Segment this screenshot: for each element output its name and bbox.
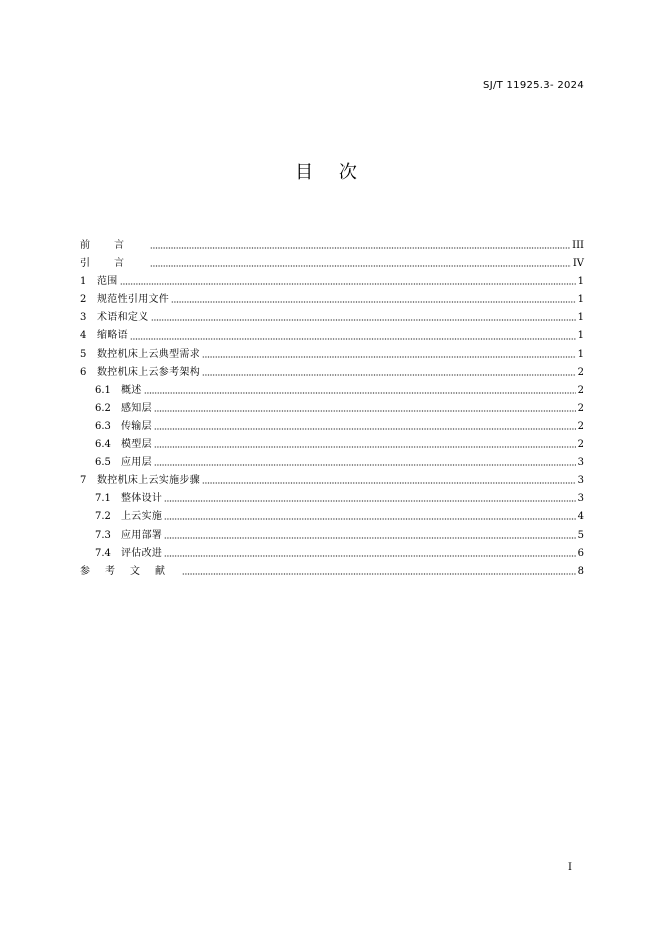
toc-entry-label: 整体设计: [121, 493, 163, 505]
toc-entry[interactable]: [80, 527, 584, 545]
toc-entry[interactable]: [80, 291, 584, 309]
toc-dot-leader: [144, 392, 576, 394]
toc-entry-page: 2: [577, 439, 584, 451]
table-of-contents: [80, 237, 584, 581]
toc-entry-label: 上云实施: [121, 511, 163, 523]
toc-entry-label: 前言: [80, 240, 148, 251]
toc-entry-label: 参考文献: [80, 565, 180, 577]
toc-entry-label: 规范性引用文件: [97, 294, 170, 306]
toc-entry-label: 传输层: [121, 420, 152, 432]
toc-entry[interactable]: [80, 454, 584, 472]
toc-entry-number: 7: [80, 475, 87, 487]
toc-entry[interactable]: [80, 508, 584, 526]
toc-dot-leader: [154, 410, 576, 412]
toc-entry[interactable]: [80, 255, 584, 273]
toc-entry-number: 7.2: [95, 511, 111, 523]
toc-entry-label: 范围: [97, 276, 118, 288]
toc-entry-page: 3: [577, 475, 584, 487]
toc-entry-number: 6.1: [95, 384, 111, 396]
toc-entry-label: 概述: [121, 384, 142, 396]
toc-entry-page: 2: [577, 420, 584, 432]
toc-entry[interactable]: [80, 327, 584, 345]
standard-code: SJ/T 11925.3- 2024: [483, 80, 584, 91]
toc-dot-leader: [130, 338, 576, 340]
toc-entry-label: 模型层: [121, 439, 152, 451]
toc-dot-leader: [202, 374, 576, 376]
toc-entry[interactable]: [80, 436, 584, 454]
toc-entry[interactable]: [80, 545, 584, 563]
toc-entry-page: 1: [577, 276, 584, 288]
toc-entry-label: 术语和定义: [97, 312, 149, 324]
toc-entry[interactable]: [80, 563, 584, 581]
toc-entry-page: 8: [577, 565, 584, 577]
toc-entry-label: 数控机床上云典型需求: [97, 348, 200, 360]
toc-entry-number: 5: [80, 348, 87, 360]
toc-entry-number: 7.3: [95, 529, 111, 541]
toc-dot-leader: [202, 356, 576, 358]
toc-entry-number: 7.1: [95, 493, 111, 505]
toc-entry-number: 4: [80, 330, 87, 342]
toc-entry[interactable]: [80, 418, 584, 436]
toc-entry-page: 1: [577, 294, 584, 306]
toc-entry-page: IV: [572, 258, 584, 270]
toc-entry-label: 缩略语: [97, 330, 128, 342]
toc-entry[interactable]: [80, 382, 584, 400]
toc-entry-page: 3: [577, 457, 584, 469]
toc-entry-label: 数控机床上云参考架构: [97, 366, 200, 378]
toc-entry-page: 2: [577, 366, 584, 378]
toc-dot-leader: [150, 265, 571, 267]
toc-entry-page: 1: [577, 312, 584, 324]
toc-dot-leader: [154, 428, 576, 430]
page-number: I: [568, 862, 572, 873]
toc-entry-label: 评估改进: [121, 547, 163, 559]
toc-dot-leader: [154, 464, 576, 466]
toc-entry-number: 6.5: [95, 457, 111, 469]
toc-entry[interactable]: [80, 346, 584, 364]
toc-entry-page: 4: [577, 511, 584, 523]
toc-dot-leader: [164, 555, 575, 557]
toc-entry-page: III: [572, 240, 584, 251]
toc-entry-page: 1: [577, 330, 584, 342]
toc-dot-leader: [202, 482, 576, 484]
toc-entry-number: 6: [80, 366, 87, 378]
toc-entry[interactable]: [80, 273, 584, 291]
toc-entry-number: 2: [80, 294, 87, 306]
toc-entry[interactable]: [80, 237, 584, 255]
toc-entry-number: 7.4: [95, 547, 111, 559]
toc-entry-page: 5: [577, 529, 584, 541]
toc-entry-number: 6.4: [95, 439, 111, 451]
toc-entry-number: 6.3: [95, 420, 111, 432]
toc-entry[interactable]: [80, 364, 584, 382]
toc-entry[interactable]: [80, 490, 584, 508]
toc-entry-label: 应用部署: [121, 529, 163, 541]
toc-entry-page: 6: [577, 547, 584, 559]
toc-dot-leader: [150, 247, 570, 249]
page-title: 目 次: [295, 162, 367, 183]
toc-dot-leader: [164, 518, 575, 520]
toc-entry[interactable]: [80, 400, 584, 418]
toc-dot-leader: [171, 301, 576, 303]
toc-entry-label: 应用层: [121, 457, 152, 469]
toc-entry-label: 数控机床上云实施步骤: [97, 475, 200, 487]
toc-entry-page: 3: [577, 493, 584, 505]
toc-entry-number: 3: [80, 312, 87, 324]
toc-entry[interactable]: [80, 472, 584, 490]
toc-entry-page: 2: [577, 384, 584, 396]
toc-entry-number: 1: [80, 276, 87, 288]
toc-dot-leader: [154, 446, 576, 448]
toc-entry-label: 感知层: [121, 402, 152, 414]
toc-entry-number: 6.2: [95, 402, 111, 414]
toc-entry-page: 1: [577, 348, 584, 360]
toc-entry-page: 2: [577, 402, 584, 414]
toc-dot-leader: [164, 500, 575, 502]
toc-dot-leader: [164, 537, 575, 539]
toc-dot-leader: [182, 573, 576, 575]
toc-entry[interactable]: [80, 309, 584, 327]
toc-dot-leader: [120, 283, 576, 285]
toc-dot-leader: [151, 319, 576, 321]
toc-entry-label: 引言: [80, 258, 148, 270]
